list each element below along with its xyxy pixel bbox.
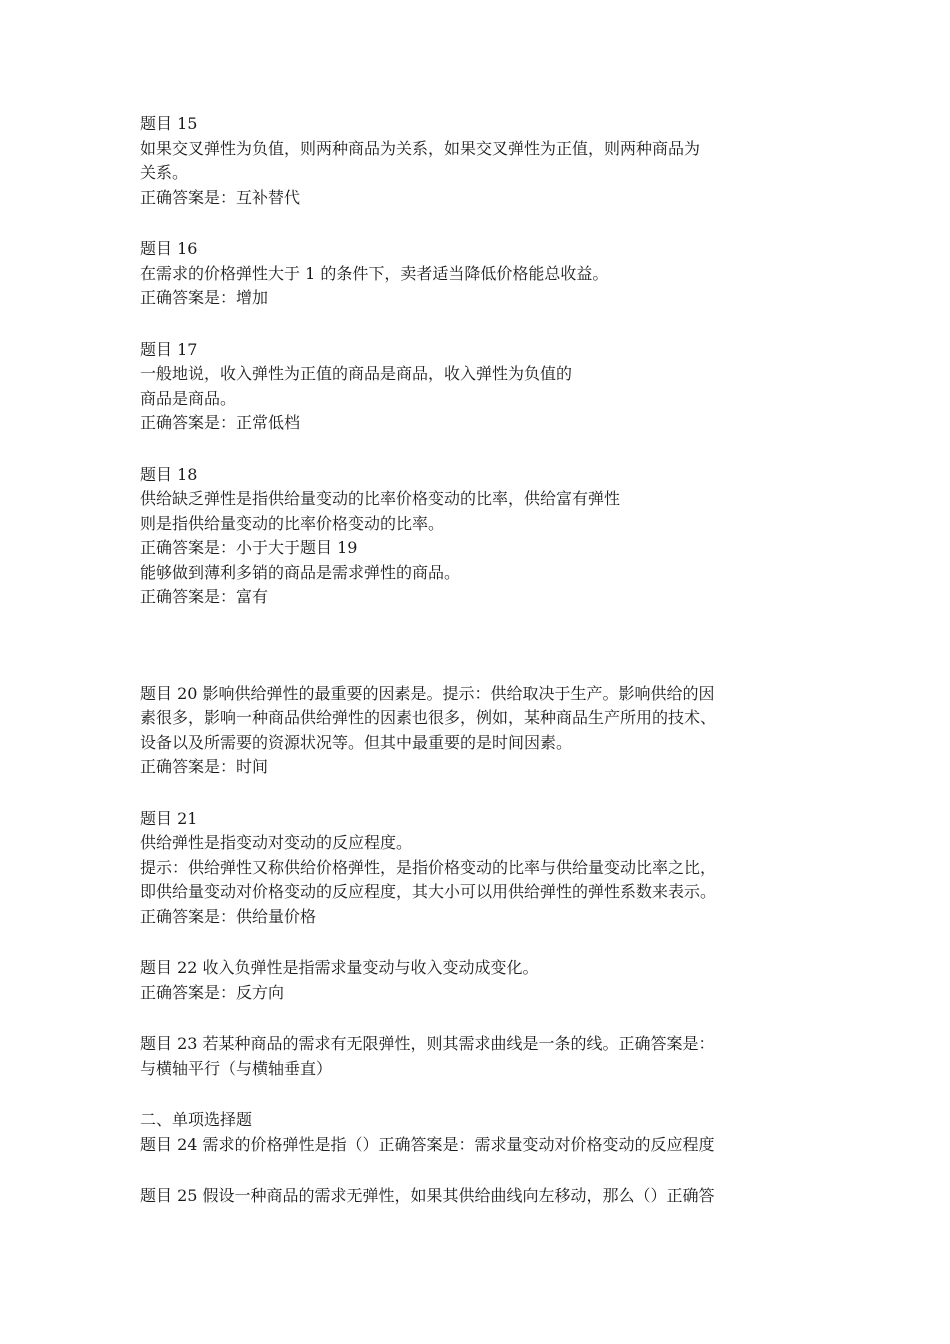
question-18-text-cont: 则是指供给量变动的比率价格变动的比率。	[140, 513, 445, 533]
question-17-text-cont: 商品是商品。	[140, 388, 237, 408]
question-21-hint-cont: 即供给量变动对价格变动的反应程度，其大小可以用供给弹性的弹性系数来表示。	[140, 882, 717, 901]
question-20-answer: 正确答案是：时间	[140, 757, 269, 776]
question-23-text: 题目 23 若某种商品的需求有无限弹性，则其需求曲线是一条的线。正确答案是：	[140, 1034, 715, 1053]
question-21-heading: 题目 21	[140, 808, 198, 828]
question-19-answer: 正确答案是：富有	[140, 587, 269, 606]
question-18-heading: 题目 18	[140, 464, 198, 484]
question-16-heading: 题目 16	[140, 239, 198, 258]
question-15-text: 如果交叉弹性为负值，则两种商品为关系，如果交叉弹性为正值，则两种商品为	[140, 138, 701, 158]
question-20-text-cont: 素很多，影响一种商品供给弹性的因素也很多，例如，某种商品生产所用的技术、	[140, 708, 717, 727]
question-17-answer: 正确答案是：正常低档	[140, 413, 301, 432]
question-16-answer: 正确答案是：增加	[140, 288, 269, 307]
document-body	[140, 112, 830, 1209]
question-21-hint: 提示：供给弹性又称供给价格弹性，是指价格变动的比率与供给量变动比率之比，	[140, 857, 717, 877]
question-20-text: 题目 20 影响供给弹性的最重要的因素是。提示：供给取决于生产。影响供给的因	[140, 683, 715, 703]
question-21-text: 供给弹性是指变动对变动的反应程度。	[140, 833, 413, 852]
question-22-text: 题目 22 收入负弹性是指需求量变动与收入变动成变化。	[140, 958, 539, 977]
question-24-text: 题目 24 需求的价格弹性是指（）正确答案是：需求量变动对价格变动的反应程度	[140, 1134, 715, 1154]
question-25-text: 题目 25 假设一种商品的需求无弹性，如果其供给曲线向左移动，那么（）正确答	[140, 1186, 715, 1205]
question-23-answer: 与横轴平行（与横轴垂直）	[140, 1058, 333, 1078]
question-15-text-cont: 关系。	[140, 163, 189, 182]
question-15-heading: 题目 15	[140, 114, 198, 133]
question-18-text: 供给缺乏弹性是指供给量变动的比率价格变动的比率，供给富有弹性	[140, 489, 621, 508]
question-17-heading: 题目 17	[140, 339, 198, 359]
section-heading: 二、单项选择题	[140, 1110, 253, 1129]
question-17-text: 一般地说，收入弹性为正值的商品是商品，收入弹性为负值的	[140, 364, 573, 383]
question-20-text-end: 设备以及所需要的资源状况等。但其中最重要的是时间因素。	[140, 732, 573, 752]
question-15-answer: 正确答案是：互补替代	[140, 187, 301, 207]
question-16-text: 在需求的价格弹性大于 1 的条件下，卖者适当降低价格能总收益。	[140, 263, 609, 283]
question-21-answer: 正确答案是：供给量价格	[140, 906, 317, 926]
question-18-answer: 正确答案是：小于大于题目 19	[140, 538, 358, 557]
question-19-text: 能够做到薄利多销的商品是需求弹性的商品。	[140, 562, 461, 582]
question-22-answer: 正确答案是：反方向	[140, 982, 285, 1002]
